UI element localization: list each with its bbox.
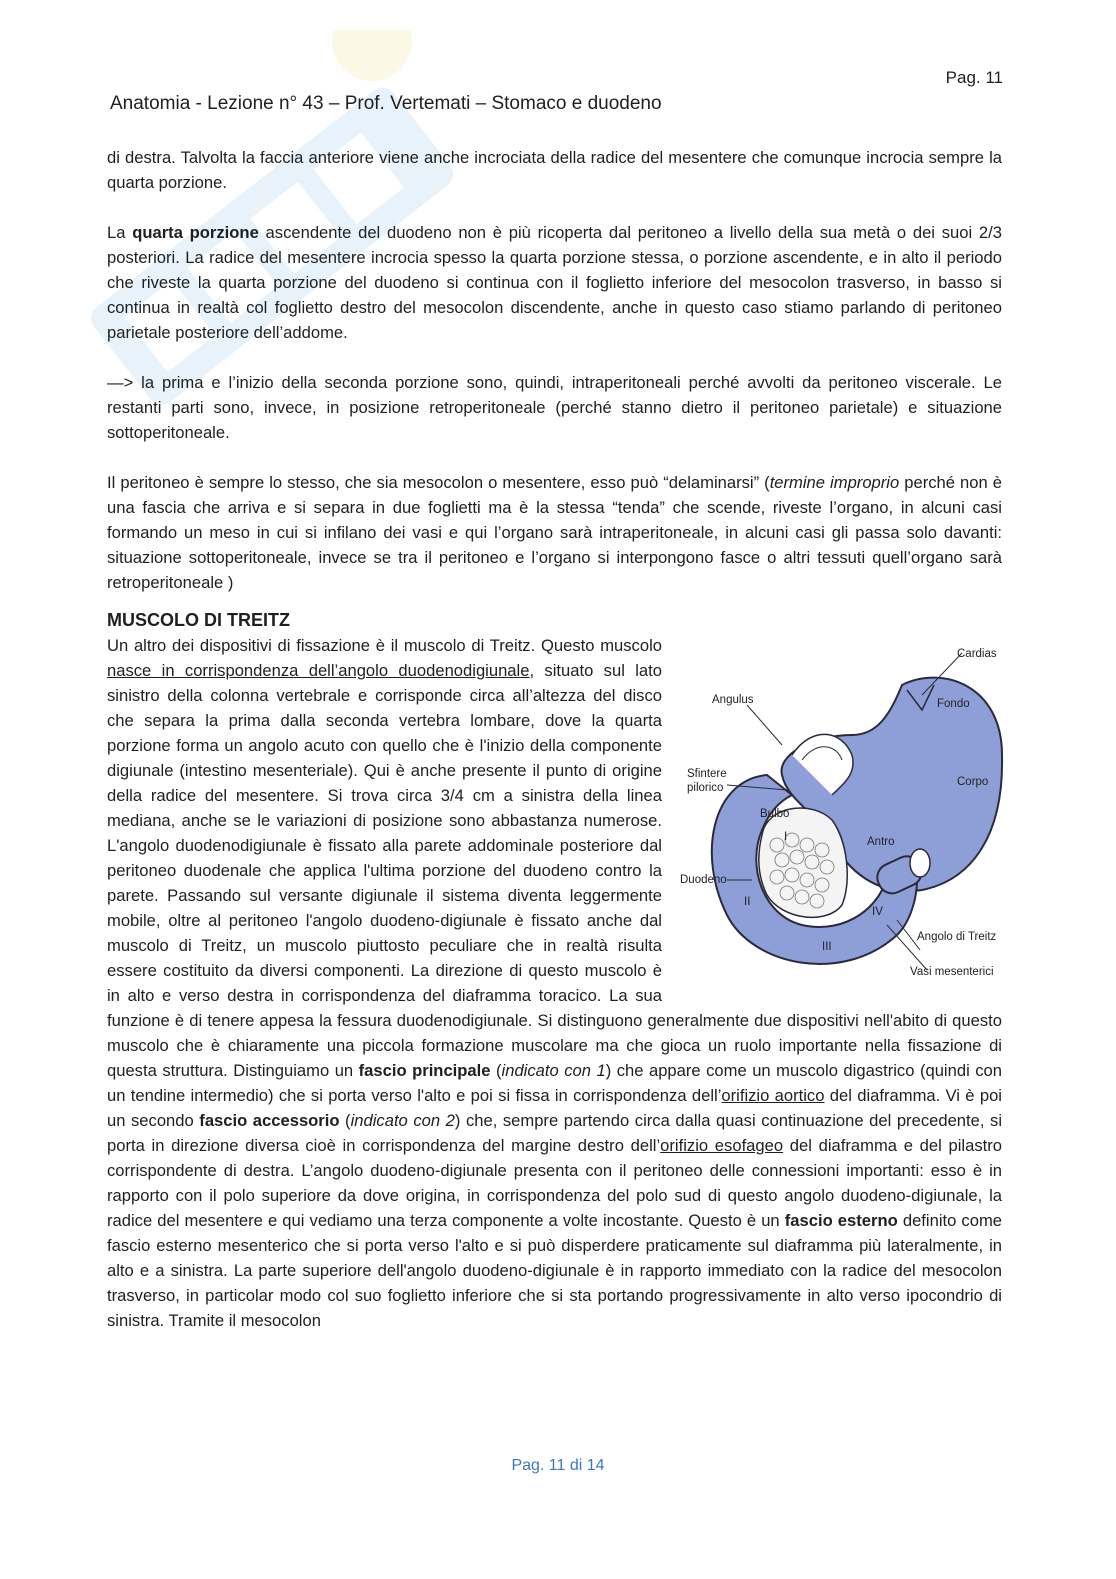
paragraph-3: —> la prima e l’inizio della seconda porzione sono, quindi, intraperitoneali perché avvolti da peritoneo viscerale. Le restanti parti sono, invece, in posizione retroperitoneale (perché stanno dietro il peritoneo parietale) e situazione sottoperitoneale. <box>107 373 1002 442</box>
label-roman-1: I <box>784 831 788 843</box>
paragraph-5: Un altro dei dispositivi di fissazione è il muscolo di Treitz. Questo muscolo nasce in corrispondenza dell’angolo duodenodigiunale, situato sul lato sinistro della colonna vertebrale e corrisponde circa all’altezza del disco che separa la prima dalla seconda vertebra lombare, dove la quarta porzione forma un angolo acuto con quello che è l'inizio della componente digiunale (intestino mesenteriale). Qui è anche presente il punto di origine della radice del mesentere. Si trova circa 3/4 cm a sinistra della linea mediana, anche se le variazioni di posizione sono abbastanza numerose. L'angolo duodenodigiunale è fissato alla parete addominale posteriore dal peritoneo duodenale che applica l'ultima porzione del duodeno contro la parete. Passando sul versante digiunale il sistema diventa leggermente mobile, oltre al peritoneo l'angolo duodeno-digiunale è fissato anche dal muscolo di Treitz, un muscolo piuttosto peculiare che in realtà risulta essere costituito da diversi componenti. La direzione di questo muscolo è in alto e verso destra in corrispondenza del diaframma toracico. La sua funzione è di tenere appesa la fessura duodenodigiunale. Si distinguono generalmente due dispositivi nell'abito di questo muscolo che è chiaramente una piccola formazione muscolare ma che gioca un ruolo importante nella fissazione di questa struttura. Distinguiamo un fascio principale (indicato con 1) che appare come un muscolo digastrico (quindi con un tendine intermedio) che si porta verso l'alto e poi si fissa in corrispondenza dell’orifizio aortico del diaframma. Vi è poi un secondo fascio accessorio (indicato con 2) che, sempre partendo circa dalla quasi continuazione del precedente, si porta in direzione diversa cioè in corrispondenza del margine destro dell’orifizio esofageo del diaframma e del pilastro corrispondente di destra. L’angolo duodeno-digiunale presenta con il peritoneo delle connessioni importanti: esso è in rapporto con il polo superiore da dove origina, in corrispondenza del polo sud di questo angolo duodeno-digiunale, la radice del mesentere e qui vediamo una terza componente a volte incostante. Questo è un fascio esterno definito come fascio esterno mesenterico che si porta verso l'alto e si può disperdere praticamente sul diaframma più lateralmente, in alto e a sinistra. La parte superiore dell'angolo duodeno-digiunale è in rapporto immediato con la radice del mesocolon trasverso, in particolar modo col suo foglietto inferiore che si sta portando progressivamente in alto verso ipocondrio di sinistra. Tramite il mesocolon <box>107 636 1003 1330</box>
label-sfintere-2: pilorico <box>687 782 724 794</box>
label-vasi-mesenterici: Vasi mesenterici <box>910 966 994 978</box>
label-antro: Antro <box>867 836 895 848</box>
label-roman-3: III <box>822 941 832 953</box>
label-cardias: Cardias <box>957 648 997 660</box>
header-title: Anatomia - Lezione n° 43 – Prof. Vertemati – Stomaco e duodeno <box>110 93 662 114</box>
header-page-number: Pag. 11 <box>945 68 1003 87</box>
label-angolo-treitz: Angolo di Treitz <box>917 931 997 943</box>
label-duodeno: Duodeno <box>680 874 727 886</box>
section-title: MUSCOLO DI TREITZ <box>107 610 290 630</box>
label-roman-4: IV <box>872 906 883 918</box>
stomach-illustration <box>672 635 1012 1005</box>
stomach-duodenum-figure <box>672 635 1012 1005</box>
paragraph-2: La quarta porzione ascendente del duodeno non è più ricoperta dal peritoneo a livello della sua metà o dei suoi 2/3 posteriori. La radice del mesentere incrocia spesso la quarta porzione stessa, o porzione ascendente, e in alto il periodo che riveste la quarta porzione del duodeno si continua con il foglietto inferiore del mesocolon trasverso, in basso si continua in realtà col foglietto destro del mesocolon discendente, anche in questo caso stiamo parlando di peritoneo parietale posteriore dell’addome. <box>107 223 1002 342</box>
page-content <box>107 145 1002 1333</box>
label-sfintere-1: Sfintere <box>687 768 727 780</box>
label-roman-2: II <box>744 896 751 908</box>
label-angulus: Angulus <box>712 694 754 706</box>
label-fondo: Fondo <box>937 698 970 710</box>
footer-page-number: Pag. 11 di 14 <box>511 1457 605 1474</box>
paragraph-1: di destra. Talvolta la faccia anteriore viene anche incrociata della radice del mesentere che comunque incrocia sempre la quarta porzione. <box>107 148 1002 192</box>
label-bulbo: Bulbo <box>760 808 790 820</box>
label-corpo: Corpo <box>957 776 989 788</box>
paragraph-4: Il peritoneo è sempre lo stesso, che sia mesocolon o mesentere, esso può “delaminarsi” (termine improprio perché non è una fascia che arriva e si separa in due foglietti ma è la stessa “tenda” che scende, riveste l’organo, in alcuni casi formando un meso in cui si infilano dei vasi e qui l’organo sarà intraperitoneale, in alcuni casi gli passa solo davanti: situazione sottoperitoneale, invece se tra il peritoneo e l’organo si interpongono fasce o altri tessuti quell’organo sarà retroperitoneale ) <box>107 473 1003 592</box>
